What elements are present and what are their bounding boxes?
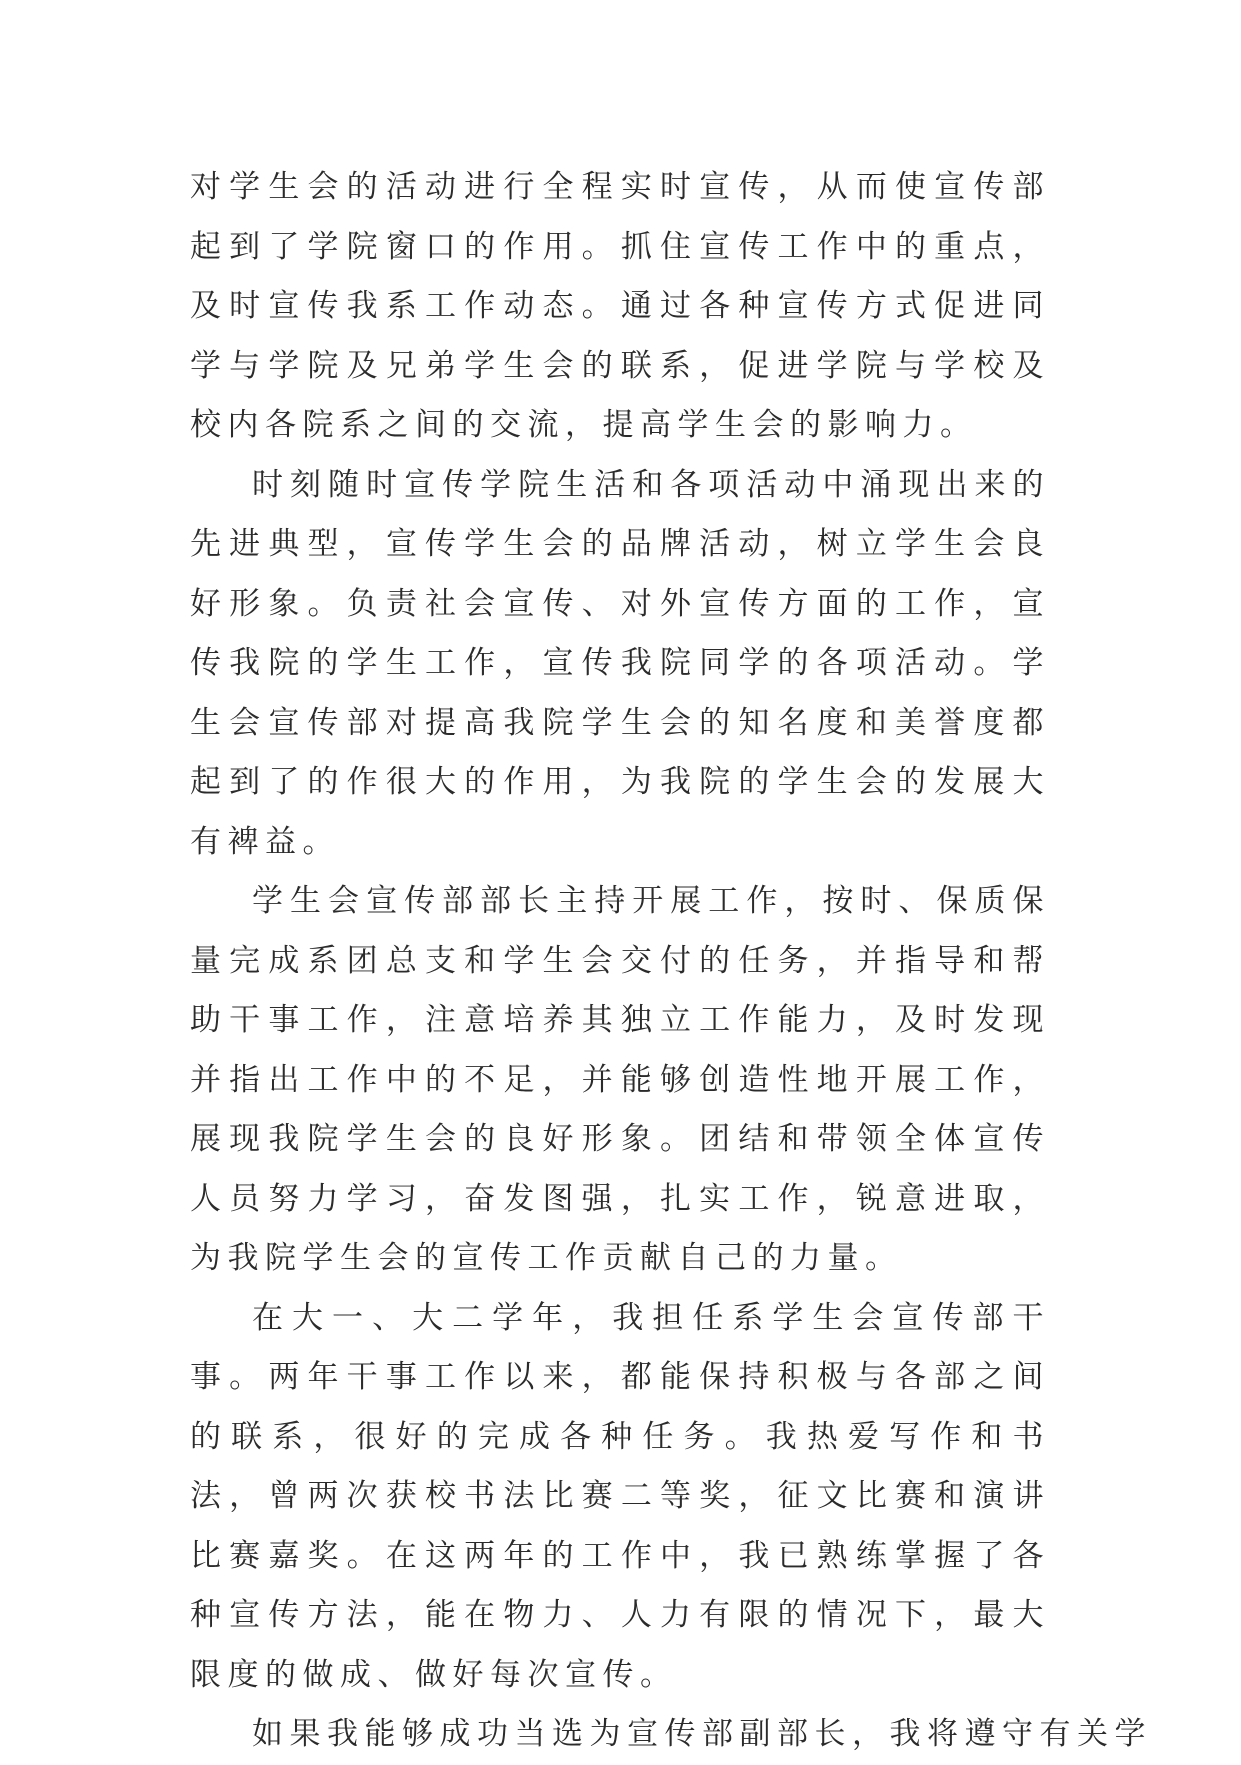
paragraph-publicity-role: 时刻随时宣传学院生活和各项活动中涌现出来的先进典型，宣传学生会的品牌活动，树立学生会良好形象。负责社会宣传、对外宣传方面的工作，宣传我院的学生工作，宣传我院同学的各项活动。学生会宣传部对提高我院学生会的知名度和美誉度都起到了的作很大的作用，为我院的学生会的发展大有裨益。 — [190, 466, 1050, 860]
paragraph-pledge: 如果我能够成功当选为宣传部副部长，我将遵守有关学 — [252, 1716, 1152, 1752]
document-body — [190, 158, 1152, 1765]
paragraph-minister-duties: 学生会宣传部部长主持开展工作，按时、保质保量完成系团总支和学生会交付的任务，并指导和帮助干事工作，注意培养其独立工作能力，及时发现并指出工作中的不足，并能够创造性地开展工作，展现我院学生会的良好形象。团结和带领全体宣传人员努力学习，奋发图强，扎实工作，锐意进取，为我院学生会的宣传工作贡献自己的力量。 — [190, 883, 1050, 1276]
paragraph-experience: 在大一、大二学年，我担任系学生会宣传部干事。两年干事工作以来，都能保持积极与各部之间的联系，很好的完成各种任务。我热爱写作和书法，曾两次获校书法比赛二等奖，征文比赛和演讲比赛嘉奖。在这两年的工作中，我已熟练掌握了各种宣传方法，能在物力、人力有限的情况下，最大限度的做成、做好每次宣传。 — [190, 1299, 1050, 1693]
paragraph-continuation: 对学生会的活动进行全程实时宣传，从而使宣传部起到了学院窗口的作用。抓住宣传工作中的重点，及时宣传我系工作动态。通过各种宣传方式促进同学与学院及兄弟学生会的联系，促进学院与学校及校内各院系之间的交流，提高学生会的影响力。 — [190, 169, 1050, 443]
